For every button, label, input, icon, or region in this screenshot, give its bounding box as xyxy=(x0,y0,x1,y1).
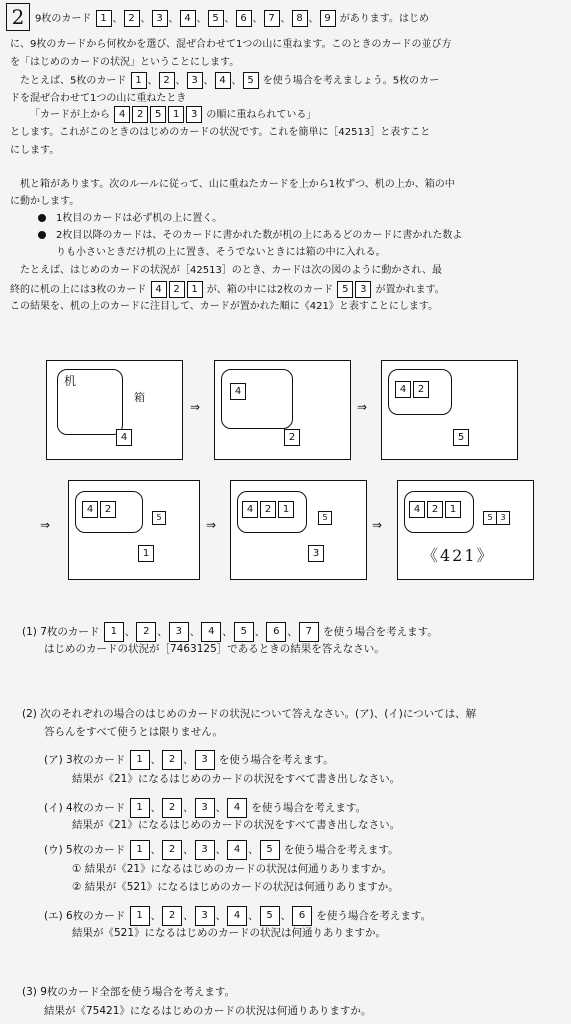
figure-panel-4 xyxy=(68,480,200,580)
right-arrow-icon: ⇒ xyxy=(190,400,201,414)
q2a-cards xyxy=(129,754,216,766)
q3-text: 9枚のカード全部を使う場合を考えます。 xyxy=(40,986,236,998)
number-card: 1 xyxy=(96,10,112,27)
number-card: 5 xyxy=(208,10,224,27)
card-separator: 、 xyxy=(150,844,162,856)
q1-text: 7枚のカード xyxy=(40,626,100,638)
problem-number: 2 xyxy=(6,3,30,31)
desk-card: 1 xyxy=(445,501,461,518)
q2-line-1 xyxy=(22,707,476,721)
card-separator: 、 xyxy=(168,13,179,25)
card-separator: 、 xyxy=(254,626,266,638)
q2-number: (2) xyxy=(22,708,37,720)
q2i-cards xyxy=(129,802,249,814)
desk-card: 2 xyxy=(260,501,276,518)
number-card: 1 xyxy=(130,906,150,926)
desk-card: 2 xyxy=(427,501,443,518)
rules-line-2: に動かします。 xyxy=(10,196,80,207)
card-separator: 、 xyxy=(189,626,201,638)
card-separator: 、 xyxy=(183,754,194,766)
q2u-line-2: ① 結果が《21》になるはじめのカードの状況は何通りありますか。 xyxy=(72,863,393,875)
number-card: 6 xyxy=(236,10,252,27)
q1-line-1 xyxy=(22,622,438,642)
number-card: 4 xyxy=(114,106,130,123)
number-card: 6 xyxy=(292,906,312,926)
q2e-text: を使う場合を考えます。 xyxy=(316,910,432,922)
number-card: 4 xyxy=(151,281,167,298)
intro-text: の順に重ねられている」 xyxy=(206,109,317,121)
number-card: 4 xyxy=(227,906,247,926)
number-card: 4 xyxy=(201,622,221,642)
q3-line-1 xyxy=(22,985,235,999)
example-line-1: たとえば、はじめのカードの状況が［42513］のとき、カードは次の図のように動かされ、最 xyxy=(20,265,443,276)
desk-card: 4 xyxy=(82,501,98,518)
number-card: 3 xyxy=(169,622,189,642)
q2e-text: 6枚のカード xyxy=(66,910,126,922)
number-card: 3 xyxy=(195,906,215,926)
card-separator: 、 xyxy=(203,75,214,87)
intro-text: があります。はじめ xyxy=(339,13,429,25)
box-card: 5 xyxy=(152,511,166,525)
card-separator: 、 xyxy=(252,13,263,25)
right-arrow-icon: ⇒ xyxy=(357,400,368,414)
card-separator: 、 xyxy=(175,75,186,87)
number-card: 3 xyxy=(187,72,203,89)
rule-bullet-2-cont: りも小さいときだけ机の上に置き、そうでないときには箱の中に入れる。 xyxy=(56,247,386,258)
card-separator: 、 xyxy=(157,626,168,638)
number-card: 7 xyxy=(299,622,319,642)
number-card: 3 xyxy=(355,281,371,298)
figure-panel-1 xyxy=(46,360,183,460)
q2-text: 次のそれぞれの場合のはじめのカードの状況について答えなさい。(ア)、(イ)については、解 xyxy=(40,708,477,720)
q2u-text: 5枚のカード xyxy=(66,844,126,856)
card-pile: 4 xyxy=(116,429,132,446)
desk-card: 2 xyxy=(100,501,116,518)
example-text: 終的に机の上には3枚のカード xyxy=(10,284,147,296)
q1-number: (1) xyxy=(22,626,37,638)
q2a-text: を使う場合を考えます。 xyxy=(218,754,334,766)
number-card: 7 xyxy=(264,10,280,27)
card-separator: 、 xyxy=(280,13,291,25)
number-card: 1 xyxy=(130,840,150,860)
number-card: 2 xyxy=(159,72,175,89)
card-separator: 、 xyxy=(183,802,194,814)
right-arrow-icon: ⇒ xyxy=(40,518,51,532)
number-card: 1 xyxy=(187,281,203,298)
desk-card: 4 xyxy=(242,501,258,518)
q2u-label: (ウ) xyxy=(44,844,63,856)
intro-line-5: ドを混ぜ合わせて1つの山に重ねたとき xyxy=(10,93,187,104)
q3-number: (3) xyxy=(22,986,37,998)
card-separator: 、 xyxy=(215,802,227,814)
q2u-line-1 xyxy=(44,840,399,860)
number-card: 3 xyxy=(195,798,215,818)
example-line-3: この結果を、机の上のカードに注目して、カードが置かれた順に《421》と表すことにします。 xyxy=(10,301,439,312)
q1-text: を使う場合を考えます。 xyxy=(323,626,438,638)
card-pile: 2 xyxy=(284,429,300,446)
card-pile: 1 xyxy=(138,545,154,562)
q2e-line-1 xyxy=(44,906,431,926)
number-card: 2 xyxy=(162,750,182,770)
card-separator: 、 xyxy=(140,13,151,25)
card-separator: 、 xyxy=(150,754,162,766)
number-card: 2 xyxy=(124,10,140,27)
card-separator: 、 xyxy=(231,75,242,87)
figure-panel-2 xyxy=(214,360,351,460)
number-card: 5 xyxy=(243,72,259,89)
intro-line-2: に、9枚のカードから何枚かを選び、混ぜ合わせて1つの山に重ねます。このときのカードの並び方 xyxy=(10,39,452,50)
example-text: が、箱の中には2枚のカード xyxy=(206,284,334,296)
card-separator: 、 xyxy=(196,13,207,25)
desk-card: 2 xyxy=(413,381,429,398)
q1-cards xyxy=(103,626,320,638)
q2u-text: を使う場合を考えます。 xyxy=(283,844,399,856)
right-arrow-icon: ⇒ xyxy=(372,518,383,532)
card-separator: 、 xyxy=(308,13,319,25)
desk-card: 4 xyxy=(230,383,246,400)
number-card: 2 xyxy=(162,798,182,818)
number-card: 4 xyxy=(215,72,231,89)
example-text: が置かれます。 xyxy=(375,284,445,296)
desk-card: 1 xyxy=(278,501,294,518)
desk-card: 4 xyxy=(395,381,411,398)
number-card: 4 xyxy=(227,798,247,818)
q2a-text: 3枚のカード xyxy=(66,754,126,766)
number-card: 5 xyxy=(150,106,166,123)
number-card: 3 xyxy=(195,840,215,860)
card-separator: 、 xyxy=(150,910,162,922)
intro-text: を使う場合を考えましょう。5枚のカー xyxy=(262,75,440,87)
q1-line-2: はじめのカードの状況が［7463125］であるときの結果を答えなさい。 xyxy=(44,643,385,655)
card-separator: 、 xyxy=(215,910,227,922)
number-card: 4 xyxy=(180,10,196,27)
q2i-line-1 xyxy=(44,798,366,818)
rule-text: 2枚目以降のカードは、そのカードに書かれた数が机の上にあるどのカードに書かれた数よ xyxy=(56,230,463,241)
q2-line-2: 答らんをすべて使うとは限りません。 xyxy=(44,726,223,738)
number-card: 5 xyxy=(234,622,254,642)
desk-label: 机 xyxy=(64,374,77,388)
box-card: 3 xyxy=(496,511,510,525)
number-card: 9 xyxy=(320,10,336,27)
number-card: 1 xyxy=(168,106,184,123)
card-separator: 、 xyxy=(215,844,227,856)
number-card: 3 xyxy=(152,10,168,27)
number-card: 3 xyxy=(195,750,215,770)
q2a-line-2: 結果が《21》になるはじめのカードの状況をすべて書き出しなさい。 xyxy=(72,773,401,785)
q3-line-2: 結果が《75421》になるはじめのカードの状況は何通りありますか。 xyxy=(44,1005,372,1017)
figure-panel-3 xyxy=(381,360,518,460)
box-card: 5 xyxy=(318,511,332,525)
desk-card: 4 xyxy=(409,501,425,518)
rules-line-1: 机と箱があります。次のルールに従って、山に重ねたカードを上から1枚ずつ、机の上か、箱の中 xyxy=(20,179,455,190)
number-card: 5 xyxy=(260,840,280,860)
q2i-label: (イ) xyxy=(44,802,63,814)
figure-panel-5 xyxy=(230,480,367,580)
card-separator: 、 xyxy=(112,13,123,25)
q2u-line-3: ② 結果が《521》になるはじめのカードの状況は何通りありますか。 xyxy=(72,881,399,893)
figure-panel-6 xyxy=(397,480,534,580)
card-separator: 、 xyxy=(248,844,259,856)
intro-text: 9枚のカード xyxy=(35,13,92,25)
q2u-cards xyxy=(129,844,281,856)
q2e-label: (エ) xyxy=(44,910,63,922)
card-pile: 5 xyxy=(453,429,469,446)
number-card: 1 xyxy=(131,72,147,89)
figure-result: 《421》 xyxy=(422,546,495,565)
number-card: 8 xyxy=(292,10,308,27)
card-separator: 、 xyxy=(183,844,194,856)
q2a-line-1 xyxy=(44,750,334,770)
desk xyxy=(57,369,123,435)
card-separator: 、 xyxy=(183,910,194,922)
right-arrow-icon: ⇒ xyxy=(206,518,217,532)
card-separator: 、 xyxy=(280,910,292,922)
card-separator: 、 xyxy=(124,626,136,638)
card-separator: 、 xyxy=(224,13,235,25)
card-separator: 、 xyxy=(150,802,162,814)
number-card: 1 xyxy=(104,622,124,642)
intro-text: 「カードが上から xyxy=(30,109,110,121)
intro-line-8: にします。 xyxy=(10,145,60,156)
number-card: 2 xyxy=(132,106,148,123)
intro-line-7: とします。これがこのときのはじめのカードの状況です。これを簡単に［42513］と表すこと xyxy=(10,127,431,138)
q2a-label: (ア) xyxy=(44,754,63,766)
q2i-text: 4枚のカード xyxy=(66,802,126,814)
number-card: 5 xyxy=(337,281,353,298)
number-card: 3 xyxy=(186,106,202,123)
number-card: 2 xyxy=(169,281,185,298)
q2i-line-2: 結果が《21》になるはじめのカードの状況をすべて書き出しなさい。 xyxy=(72,819,401,831)
card-separator: 、 xyxy=(222,626,233,638)
q2e-line-2: 結果が《521》になるはじめのカードの状況は何通りありますか。 xyxy=(72,927,387,939)
q2e-cards xyxy=(129,910,314,922)
q2i-text: を使う場合を考えます。 xyxy=(251,802,367,814)
card-separator: 、 xyxy=(287,626,298,638)
box-card: 5 xyxy=(483,511,497,525)
number-card: 4 xyxy=(227,840,247,860)
intro-line-3: を「はじめのカードの状況」ということにします。 xyxy=(10,57,240,68)
card-pile: 3 xyxy=(308,545,324,562)
number-card: 2 xyxy=(162,840,182,860)
box-label: 箱 xyxy=(134,391,145,404)
rule-text: 1枚目のカードは必ず机の上に置く。 xyxy=(56,213,223,224)
card-separator: 、 xyxy=(248,910,259,922)
number-card: 2 xyxy=(162,906,182,926)
number-card: 2 xyxy=(136,622,156,642)
number-card: 6 xyxy=(266,622,286,642)
number-card: 5 xyxy=(260,906,280,926)
card-separator: 、 xyxy=(147,75,158,87)
number-card: 1 xyxy=(130,798,150,818)
intro-text: たとえば、5枚のカード xyxy=(20,75,127,87)
number-card: 1 xyxy=(130,750,150,770)
